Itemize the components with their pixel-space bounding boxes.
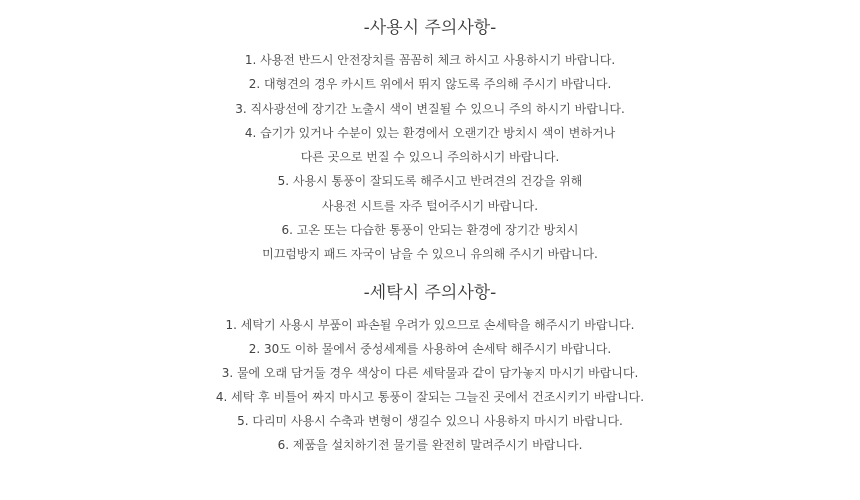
- washing-line: 3. 물에 오래 담거둘 경우 색상이 다른 세탁물과 같이 담가놓지 마시기 바랍니다.: [221, 366, 639, 380]
- washing-precautions-list: [0, 313, 860, 457]
- washing-line: 6. 제품을 설치하기전 물기를 완전히 말려주시기 바랍니다.: [277, 438, 583, 452]
- washing-line: 4. 세탁 후 비틀어 짜지 마시고 통풍이 잘되는 그늘진 곳에서 건조시키기 바랍니다.: [215, 390, 645, 404]
- usage-line: 4. 습기가 있거나 수분이 있는 환경에서 오랜기간 방치시 색이 변하거나: [244, 125, 616, 140]
- usage-line: 1. 사용전 반드시 안전장치를 꼼꼼히 체크 하시고 사용하시기 바랍니다.: [244, 53, 616, 67]
- usage-line: 5. 사용시 통풍이 잘되도록 해주시고 반려견의 건강을 위해: [277, 174, 583, 189]
- usage-line: 사용전 시트를 자주 털어주시기 바랍니다.: [321, 198, 539, 213]
- usage-line: 3. 직사광선에 장기간 노출시 색이 변질될 수 있으니 주의 하시기 바랍니다.: [235, 101, 625, 116]
- usage-precautions-title: -사용시 주의사항-: [363, 18, 497, 38]
- washing-precautions-title: -세탁시 주의사항-: [363, 283, 497, 303]
- usage-line: 미끄럼방지 패드 자국이 남을 수 있으니 유의해 주시기 바랍니다.: [262, 247, 598, 262]
- usage-precautions-list: [0, 48, 860, 267]
- usage-line: 2. 대형견의 경우 카시트 위에서 뛰지 않도록 주의해 주시기 바랍니다.: [248, 77, 612, 92]
- usage-line: 6. 고온 또는 다습한 통풍이 안되는 환경에 장기간 방치시: [281, 223, 579, 238]
- washing-line: 5. 다리미 사용시 수축과 변형이 생길수 있으니 사용하지 마시기 바랍니다.: [237, 414, 623, 428]
- usage-precautions-section: [0, 14, 860, 267]
- washing-precautions-section: [0, 279, 860, 457]
- washing-line: 2. 30도 이하 물에서 중성세제를 사용하여 손세탁 해주시기 바랍니다.: [248, 342, 612, 356]
- washing-line: 1. 세탁기 사용시 부품이 파손될 우려가 있으므로 손세탁을 해주시기 바랍니다.: [225, 318, 635, 332]
- usage-line: 다른 곳으로 번질 수 있으니 주의하시기 바랍니다.: [300, 150, 560, 165]
